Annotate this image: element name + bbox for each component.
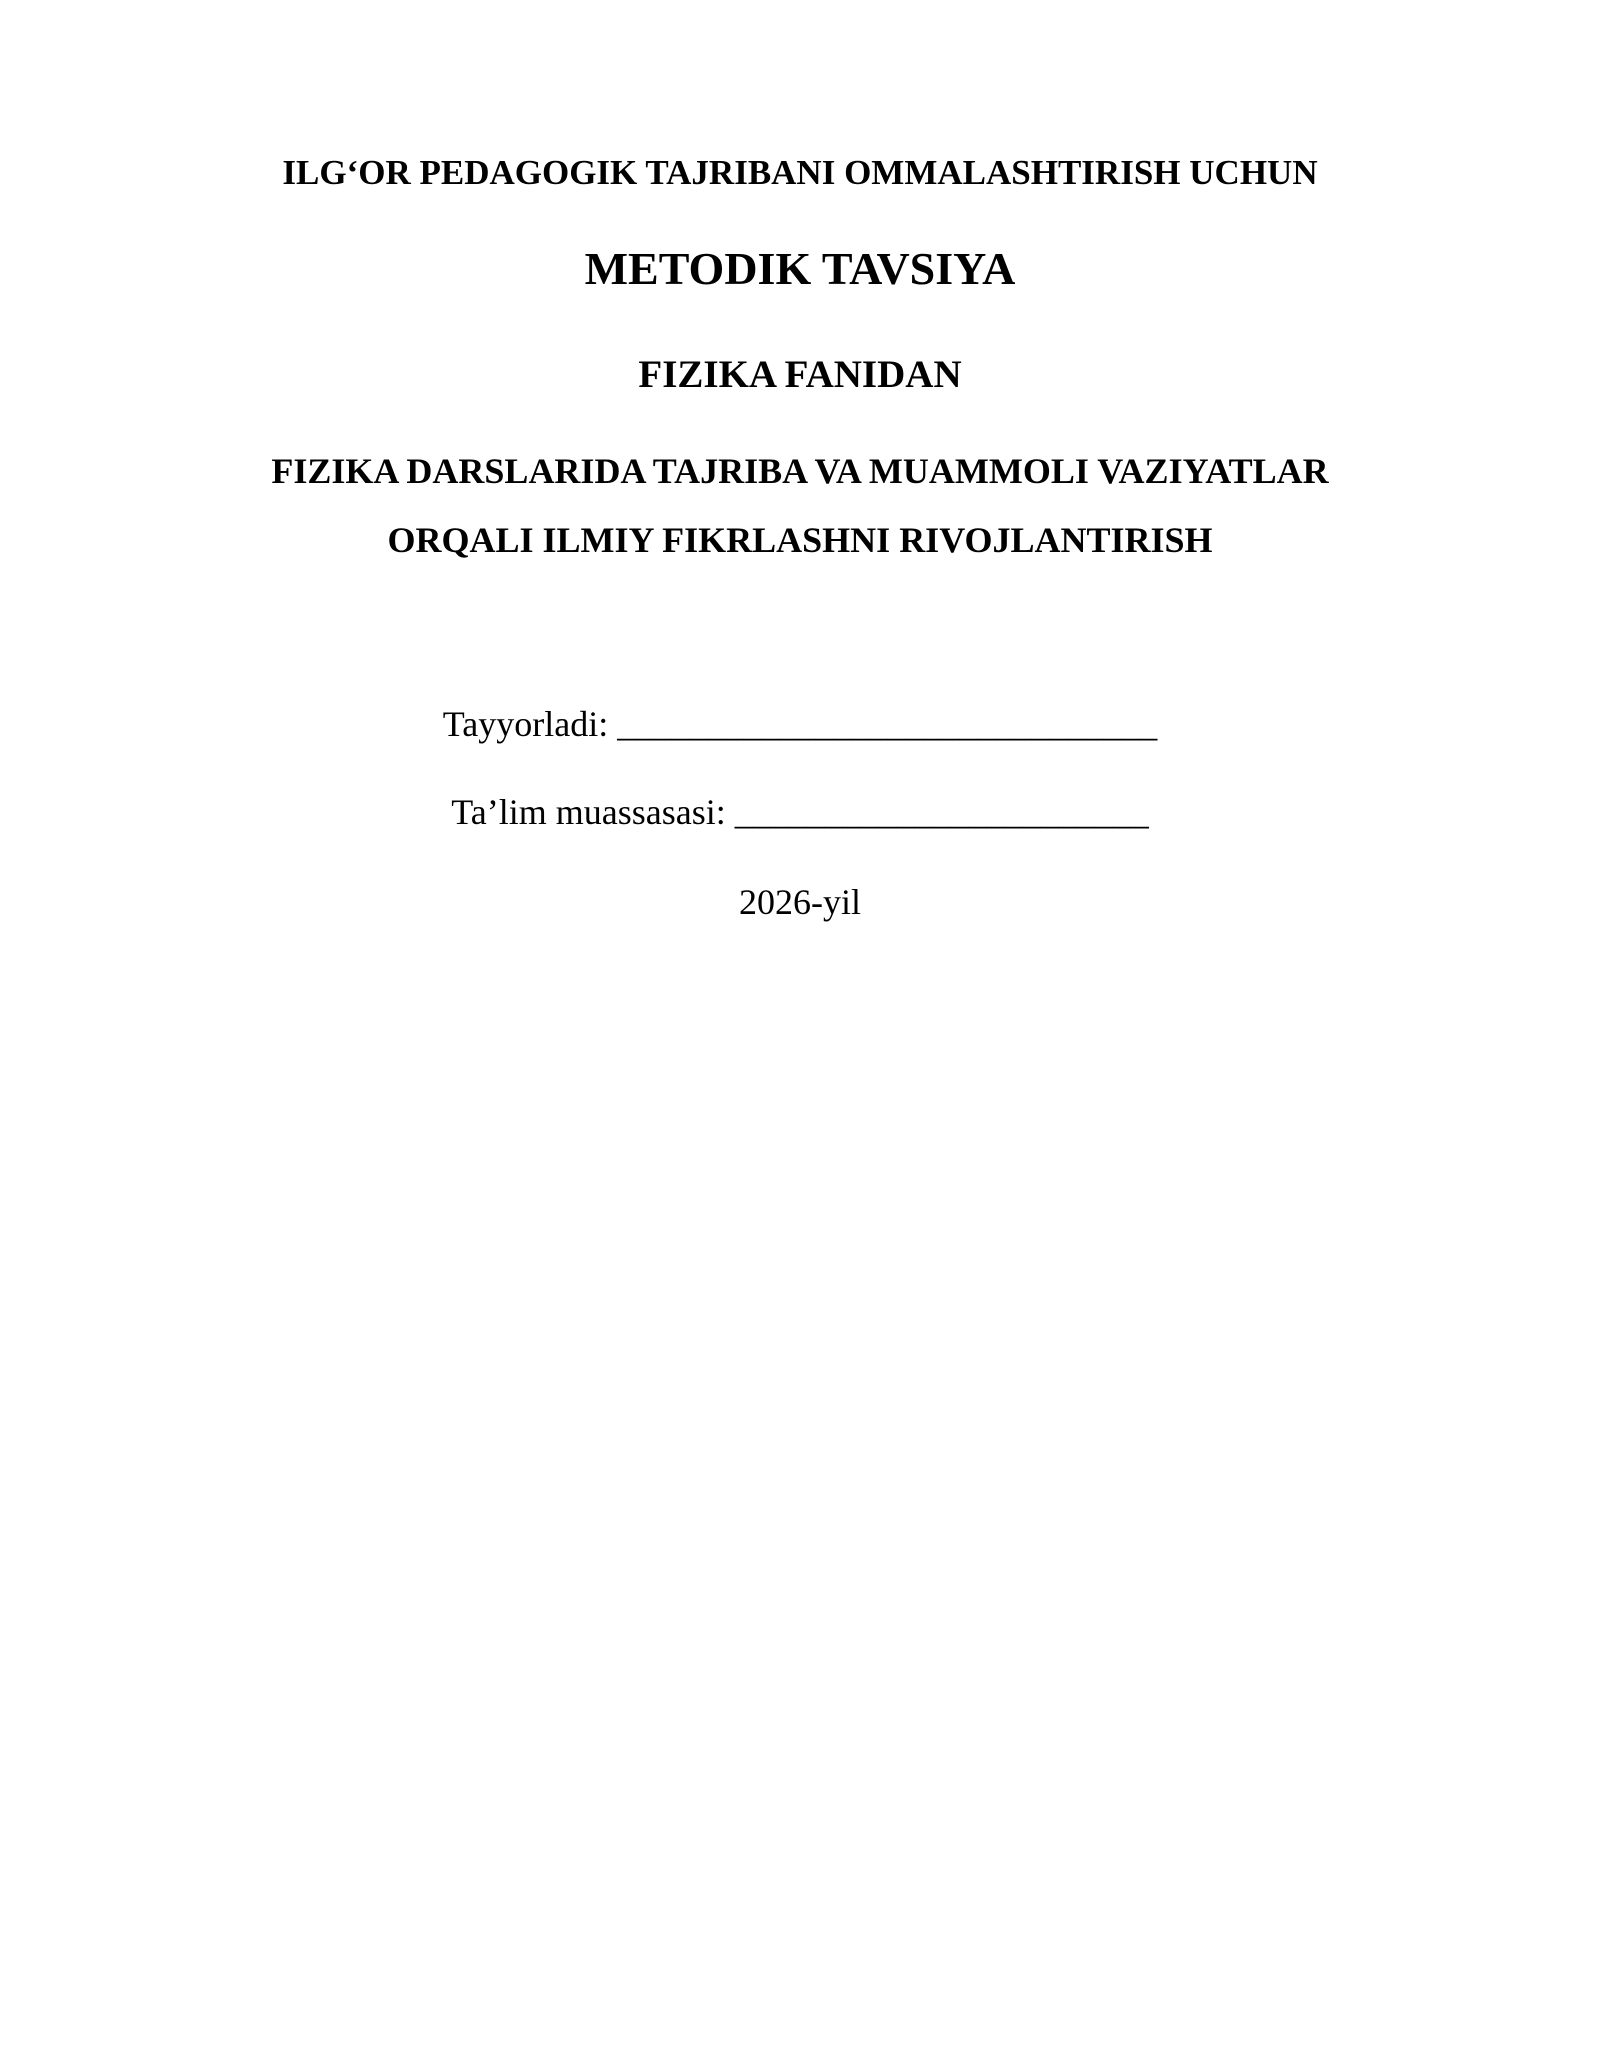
topic-title-line-1: FIZIKA DARSLARIDA TAJRIBA VA MUAMMOLI VAZIYATLAR — [271, 451, 1329, 491]
year-label: 2026-yil — [739, 882, 861, 922]
topic-title-line-2: ORQALI ILMIY FIKRLASHNI RIVOJLANTIRISH — [387, 520, 1213, 560]
prepared-by-field: Tayyorladi: ______________________________ — [442, 704, 1158, 744]
institution-field: Ta’lim muassasasi: _______________________ — [451, 792, 1149, 832]
subject-title: FIZIKA FANIDAN — [638, 353, 962, 396]
heading-top: ILG‘OR PEDAGOGIK TAJRIBANI OMMALASHTIRISH UCHUN — [282, 153, 1318, 192]
document-type-title: METODIK TAVSIYA — [584, 243, 1016, 294]
